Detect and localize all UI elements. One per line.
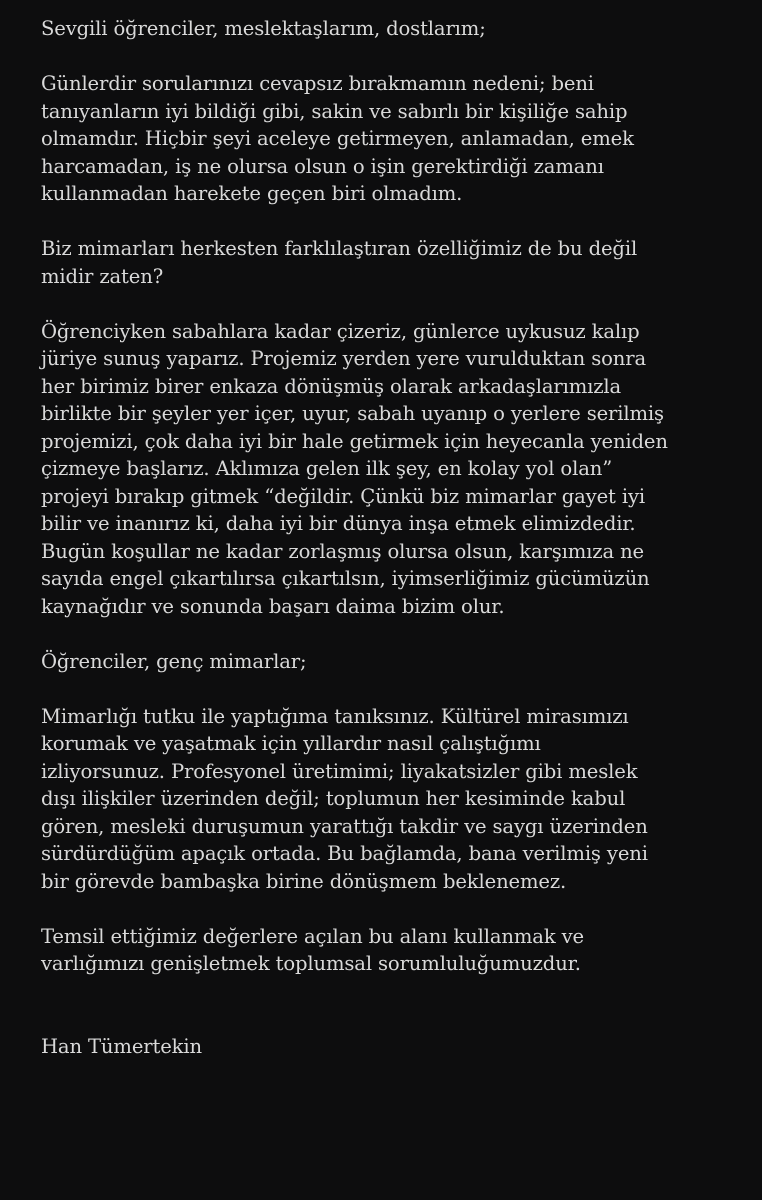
paragraph-line: kullanmadan harekete geçen biri olmadım. [41,182,463,205]
paragraph-line: varlığımızı genişletmek toplumsal sorumluluğumuzdur. [41,952,581,975]
paragraph-line: her birimiz birer enkaza dönüşmüş olarak arkadaşlarımızla [41,374,622,398]
paragraph-line: olmamdır. Hiçbir şeyi aceleye getirmeyen, anlamadan, emek [41,127,634,150]
paragraph-2 [41,235,742,290]
signature: Han Tümertekin [41,1034,202,1058]
paragraph-6 [41,923,742,978]
paragraph-gap [41,290,742,318]
paragraph-gap [41,978,742,1033]
paragraph-gap [41,895,742,923]
paragraph-line: gören, mesleki duruşumun yarattığı takdir ve saygı üzerinden [41,814,648,838]
paragraph-line: projeyi bırakıp gitmek “değildir. Çünkü biz mimarlar gayet iyi [41,484,645,508]
paragraph-gap [41,620,742,648]
paragraph-line: korumak ve yaşatmak için yıllardır nasıl çalıştığımı [41,732,541,755]
paragraph-line: projemizi, çok daha iyi bir hale getirmek için heyecanla yeniden [41,429,668,453]
paragraph-line: Öğrenciyken sabahlara kadar çizeriz, günlerce uykusuz kalıp [41,319,640,343]
paragraph-line: sayıda engel çıkartılırsa çıkartılsın, iyimserliğimiz gücümüzün [41,567,650,590]
paragraph-1 [41,70,742,208]
paragraph-line: bir görevde bambaşka birine dönüşmem beklenemez. [41,869,567,893]
paragraph-line: bilir ve inanırız ki, daha iyi bir dünya inşa etmek elimizdedir. [41,512,636,535]
greeting: Sevgili öğrenciler, meslektaşlarım, dostlarım; [41,17,486,40]
paragraph-line: jüriye sunuş yaparız. Projemiz yerden yere vurulduktan sonra [41,347,646,370]
paragraph-line: Günlerdir sorularınızı cevapsız bırakmamın nedeni; beni [41,72,594,95]
paragraph-line: Bugün koşullar ne kadar zorlaşmış olursa olsun, karşımıza ne [41,539,644,563]
paragraph-5 [41,703,742,896]
paragraph-line: Temsil ettiğimiz değerlere açılan bu alanı kullanmak ve [41,924,585,948]
paragraph-line: kaynağıdır ve sonunda başarı daima bizim olur. [41,594,505,618]
paragraph-line: midir zaten? [41,264,164,288]
paragraph-line: sürdürdüğüm apaçık ortada. Bu bağlamda, bana verilmiş yeni [41,842,648,865]
paragraph-gap [41,43,742,71]
paragraph-3 [41,318,742,621]
paragraph-4 [41,648,742,676]
paragraph-gap [41,675,742,703]
paragraph-gap [41,208,742,236]
paragraph-line: dışı ilişkiler üzerinden değil; toplumun her kesiminde kabul [41,787,626,810]
paragraph-line: tanıyanların iyi bildiği gibi, sakin ve sabırlı bir kişiliğe sahip [41,99,628,123]
paragraph-line: birlikte bir şeyler yer içer, uyur, sabah uyanıp o yerlere serilmiş [41,402,664,425]
paragraph-line: harcamadan, iş ne olursa olsun o işin gerektirdiği zamanı [41,154,604,178]
paragraph-line: çizmeye başlarız. Aklımıza gelen ilk şey, en kolay yol olan” [41,457,613,480]
paragraph-line: Öğrenciler, genç mimarlar; [41,649,307,673]
paragraph-line: Biz mimarları herkesten farklılaştıran özelliğimiz de bu değil [41,237,638,260]
paragraph-line: Mimarlığı tutku ile yaptığıma tanıksınız. Kültürel mirasımızı [41,704,629,728]
paragraph-line: izliyorsunuz. Profesyonel üretimimi; liyakatsizler gibi meslek [41,759,638,783]
